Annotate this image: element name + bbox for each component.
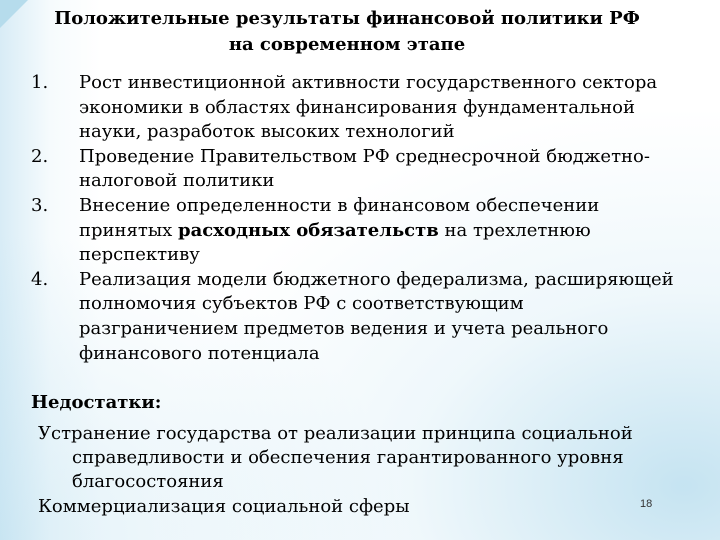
drawbacks-heading: Недостатки: bbox=[31, 392, 162, 413]
list-item-text: Реализация модели бюджетного федерализма, расширяющей полномочия субъектов РФ с соответствующим разграничением предметов ведения и учета реального финансового потенциала bbox=[79, 268, 674, 364]
list-item bbox=[31, 268, 681, 366]
corner-decoration bbox=[0, 0, 28, 28]
list-item-number: 1. bbox=[31, 72, 49, 93]
drawback-item: Устранение государства от реализации принципа социальной справедливости и обеспечения гарантированного уровня благосостояния bbox=[38, 423, 633, 492]
list-item bbox=[31, 194, 681, 268]
list-item-text: Рост инвестиционной активности государственного сектора экономики в областях финансирования фундаментальной науки, разработок высоких технологий bbox=[79, 72, 658, 143]
list-item bbox=[31, 71, 681, 145]
list-item-text: Проведение Правительством РФ среднесрочной бюджетно-налоговой политики bbox=[79, 145, 650, 192]
list-item-number: 2. bbox=[31, 145, 49, 167]
drawback-item: Коммерциализация социальной сферы bbox=[38, 496, 410, 517]
page-number: 18 bbox=[640, 498, 653, 510]
list-item-text-end: на трехлетнюю перспективу bbox=[79, 219, 591, 266]
drawbacks-list bbox=[38, 422, 678, 520]
slide-title bbox=[32, 6, 662, 58]
list-item-number: 3. bbox=[31, 194, 49, 216]
title-line-1: Положительные результаты финансовой политики РФ bbox=[54, 8, 640, 29]
list-item-number: 4. bbox=[31, 268, 49, 290]
positive-results-list bbox=[31, 71, 681, 366]
list-item-text-start: Внесение определенности в финансовом обеспечении принятых bbox=[79, 194, 600, 241]
title-line-2: на современном этапе bbox=[228, 34, 466, 55]
list-item bbox=[31, 145, 681, 194]
list-item-text-emphasis: расходных обязательств bbox=[178, 219, 439, 241]
